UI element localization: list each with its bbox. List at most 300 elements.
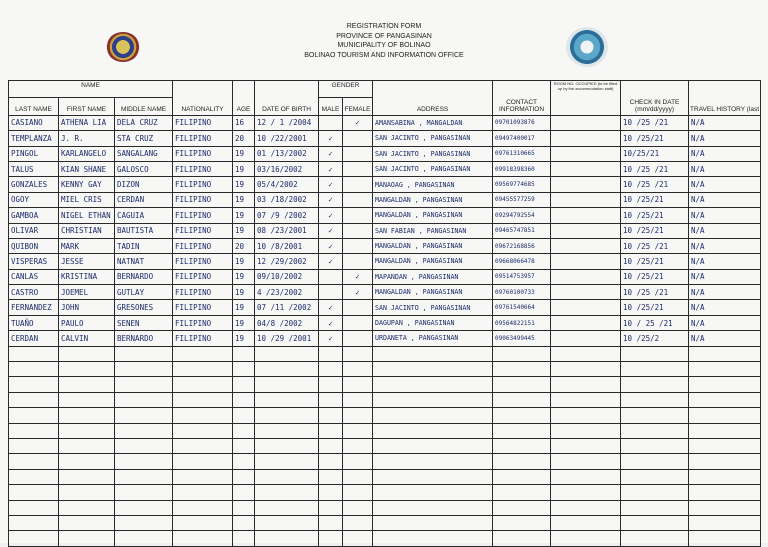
empty-cell [9, 531, 59, 546]
table-row [9, 238, 761, 253]
room-cell [551, 315, 621, 330]
travel-history-cell: N/A [689, 238, 761, 253]
dob-cell: 07 /9 /2002 [255, 208, 319, 223]
dob-cell: 01 /13/2002 [255, 146, 319, 161]
table-row [9, 223, 761, 238]
empty-cell [551, 500, 621, 515]
empty-cell [255, 438, 319, 453]
empty-cell [115, 454, 173, 469]
age-cell: 19 [233, 161, 255, 176]
room-cell [551, 300, 621, 315]
address-cell: DAGUPAN , PANGASINAN [373, 315, 493, 330]
empty-cell [373, 438, 493, 453]
contact-cell: 09918398360 [493, 161, 551, 176]
empty-cell [493, 485, 551, 500]
address-cell: SAN JACINTO , PANGASINAN [373, 161, 493, 176]
female-header: FEMALE [343, 98, 373, 115]
checkin-cell: 10 /25 /21 [621, 177, 689, 192]
middle-name-cell: GALOSCO [115, 161, 173, 176]
first-name-cell: JOHN [59, 300, 115, 315]
empty-cell [621, 515, 689, 530]
middle-name-header: MIDDLE NAME [115, 98, 173, 115]
room-header: ROOM NO. OCCUPIED (to be filled up by the accommodation staff) [551, 81, 621, 116]
empty-cell [373, 531, 493, 546]
age-cell: 16 [233, 115, 255, 130]
empty-cell [551, 362, 621, 377]
dob-cell: 09/10/2002 [255, 269, 319, 284]
form-title: REGISTRATION FORM [346, 23, 422, 30]
last-name-header: LAST NAME [9, 98, 59, 115]
room-cell [551, 223, 621, 238]
empty-cell [255, 346, 319, 361]
male-check-cell: ✓ [319, 223, 343, 238]
age-cell: 19 [233, 285, 255, 300]
first-name-cell: KARLANGELO [59, 146, 115, 161]
last-name-cell: TUAÑO [9, 315, 59, 330]
empty-cell [173, 408, 233, 423]
address-cell: SAN JACINTO , PANGASINAN [373, 146, 493, 161]
empty-cell [689, 362, 761, 377]
address-cell: SAN JACINTO , PANGASINAN [373, 300, 493, 315]
empty-cell [115, 392, 173, 407]
empty-cell [343, 500, 373, 515]
table-row [9, 208, 761, 223]
empty-cell [233, 362, 255, 377]
travel-history-cell: N/A [689, 115, 761, 130]
nationality-cell: FILIPINO [173, 115, 233, 130]
male-check-cell [319, 115, 343, 130]
empty-cell [621, 438, 689, 453]
empty-cell [255, 423, 319, 438]
last-name-cell: GONZALES [9, 177, 59, 192]
empty-cell [621, 454, 689, 469]
dob-cell: 12 /29/2002 [255, 254, 319, 269]
contact-cell: 09668066478 [493, 254, 551, 269]
middle-name-cell: TADIN [115, 238, 173, 253]
empty-cell [319, 438, 343, 453]
empty-cell [59, 408, 115, 423]
empty-cell [373, 377, 493, 392]
address-cell: URDANETA , PANGASINAN [373, 331, 493, 346]
room-cell [551, 331, 621, 346]
male-check-cell: ✓ [319, 146, 343, 161]
first-name-cell: NIGEL ETHAN [59, 208, 115, 223]
middle-name-cell: GRESONES [115, 300, 173, 315]
age-cell: 19 [233, 208, 255, 223]
first-name-cell: JOEMEL [59, 285, 115, 300]
empty-cell [493, 500, 551, 515]
empty-cell [343, 515, 373, 530]
contact-cell: 09497400017 [493, 131, 551, 146]
room-cell [551, 192, 621, 207]
empty-cell [115, 469, 173, 484]
blank-row [9, 408, 761, 423]
empty-cell [493, 377, 551, 392]
empty-cell [551, 438, 621, 453]
dob-cell: 08 /23/2001 [255, 223, 319, 238]
empty-cell [9, 469, 59, 484]
empty-cell [233, 485, 255, 500]
empty-cell [343, 423, 373, 438]
dob-cell: 03 /18/2002 [255, 192, 319, 207]
middle-name-cell: DIZON [115, 177, 173, 192]
male-check-cell: ✓ [319, 161, 343, 176]
male-check-cell: ✓ [319, 192, 343, 207]
checkin-cell: 10 /25 /21 [621, 115, 689, 130]
registration-rows [9, 115, 761, 546]
blank-row [9, 392, 761, 407]
female-check-cell [343, 177, 373, 192]
nationality-cell: FILIPINO [173, 192, 233, 207]
empty-cell [59, 377, 115, 392]
nationality-cell: FILIPINO [173, 254, 233, 269]
empty-cell [59, 454, 115, 469]
dob-header: DATE OF BIRTH [255, 81, 319, 116]
empty-cell [319, 377, 343, 392]
first-name-header: FIRST NAME [59, 98, 115, 115]
empty-cell [343, 377, 373, 392]
table-row [9, 269, 761, 284]
travel-history-cell: N/A [689, 192, 761, 207]
age-cell: 20 [233, 238, 255, 253]
blank-row [9, 454, 761, 469]
middle-name-cell: DELA CRUZ [115, 115, 173, 130]
male-check-cell: ✓ [319, 208, 343, 223]
empty-cell [255, 531, 319, 546]
empty-cell [173, 438, 233, 453]
checkin-cell: 10 /25/21 [621, 131, 689, 146]
travel-history-cell: N/A [689, 177, 761, 192]
age-cell: 19 [233, 331, 255, 346]
contact-cell: 09455577259 [493, 192, 551, 207]
first-name-cell: KRISTINA [59, 269, 115, 284]
first-name-cell: PAULO [59, 315, 115, 330]
dob-cell: 07 /11 /2002 [255, 300, 319, 315]
empty-cell [173, 377, 233, 392]
empty-cell [343, 438, 373, 453]
empty-cell [621, 362, 689, 377]
empty-cell [173, 531, 233, 546]
empty-cell [319, 362, 343, 377]
address-cell: MANGALDAN , PANGASINAN [373, 208, 493, 223]
first-name-cell: CALVIN [59, 331, 115, 346]
empty-cell [551, 485, 621, 500]
age-header: AGE [233, 81, 255, 116]
male-check-cell: ✓ [319, 300, 343, 315]
middle-name-cell: STA CRUZ [115, 131, 173, 146]
table-row [9, 192, 761, 207]
empty-cell [233, 469, 255, 484]
last-name-cell: PINGOL [9, 146, 59, 161]
male-check-cell: ✓ [319, 238, 343, 253]
empty-cell [343, 469, 373, 484]
age-cell: 19 [233, 300, 255, 315]
table-row [9, 131, 761, 146]
nationality-cell: FILIPINO [173, 177, 233, 192]
travel-history-cell: N/A [689, 300, 761, 315]
female-check-cell [343, 208, 373, 223]
empty-cell [373, 515, 493, 530]
empty-cell [319, 346, 343, 361]
nationality-cell: FILIPINO [173, 300, 233, 315]
table-row [9, 115, 761, 130]
empty-cell [59, 438, 115, 453]
empty-cell [255, 377, 319, 392]
empty-cell [59, 485, 115, 500]
empty-cell [255, 408, 319, 423]
dob-cell: 12 / 1 /2004 [255, 115, 319, 130]
middle-name-cell: CAGUIA [115, 208, 173, 223]
age-cell: 19 [233, 177, 255, 192]
checkin-cell: 10 /25 /21 [621, 285, 689, 300]
empty-cell [173, 500, 233, 515]
last-name-cell: TALUS [9, 161, 59, 176]
room-cell [551, 254, 621, 269]
empty-cell [9, 454, 59, 469]
age-cell: 19 [233, 223, 255, 238]
blank-row [9, 377, 761, 392]
first-name-cell: MIEL CRIS [59, 192, 115, 207]
age-cell: 19 [233, 269, 255, 284]
male-check-cell: ✓ [319, 177, 343, 192]
contact-header: CONTACT INFORMATION [493, 81, 551, 116]
last-name-cell: FERNANDEZ [9, 300, 59, 315]
nationality-cell: FILIPINO [173, 131, 233, 146]
nationality-cell: FILIPINO [173, 285, 233, 300]
dob-cell: 10 /29 /2001 [255, 331, 319, 346]
empty-cell [115, 438, 173, 453]
contact-cell: 09063499445 [493, 331, 551, 346]
empty-cell [9, 408, 59, 423]
blank-row [9, 500, 761, 515]
nationality-cell: FILIPINO [173, 238, 233, 253]
empty-cell [115, 423, 173, 438]
empty-cell [59, 469, 115, 484]
empty-cell [233, 392, 255, 407]
nationality-cell: FILIPINO [173, 208, 233, 223]
dob-cell: 4 /23/2002 [255, 285, 319, 300]
empty-cell [373, 392, 493, 407]
empty-cell [255, 485, 319, 500]
travel-history-cell: N/A [689, 331, 761, 346]
empty-cell [689, 392, 761, 407]
empty-cell [9, 392, 59, 407]
travel-history-header: TRAVEL HISTORY (last [689, 81, 761, 116]
empty-cell [493, 531, 551, 546]
empty-cell [689, 423, 761, 438]
empty-cell [319, 469, 343, 484]
empty-cell [233, 454, 255, 469]
empty-cell [621, 346, 689, 361]
first-name-cell: CHRISTIAN [59, 223, 115, 238]
empty-cell [689, 500, 761, 515]
checkin-cell: 10 /25 /21 [621, 161, 689, 176]
table-row [9, 161, 761, 176]
empty-cell [115, 346, 173, 361]
empty-cell [59, 392, 115, 407]
empty-cell [343, 392, 373, 407]
empty-cell [255, 469, 319, 484]
female-check-cell: ✓ [343, 115, 373, 130]
dob-cell: 03/16/2002 [255, 161, 319, 176]
empty-cell [59, 531, 115, 546]
empty-cell [551, 531, 621, 546]
empty-cell [621, 531, 689, 546]
empty-cell [621, 423, 689, 438]
empty-cell [59, 423, 115, 438]
empty-cell [115, 377, 173, 392]
empty-cell [319, 423, 343, 438]
room-cell [551, 238, 621, 253]
empty-cell [233, 515, 255, 530]
age-cell: 19 [233, 254, 255, 269]
empty-cell [551, 454, 621, 469]
empty-cell [689, 515, 761, 530]
empty-cell [319, 485, 343, 500]
empty-cell [373, 469, 493, 484]
empty-cell [621, 377, 689, 392]
male-header: MALE [319, 98, 343, 115]
female-check-cell [343, 254, 373, 269]
registration-table [8, 80, 761, 547]
travel-history-cell: N/A [689, 131, 761, 146]
empty-cell [233, 346, 255, 361]
empty-cell [373, 485, 493, 500]
table-row [9, 331, 761, 346]
province-line: PROVINCE OF PANGASINAN [336, 32, 432, 40]
contact-cell: 09569774685 [493, 177, 551, 192]
contact-cell: 09294792554 [493, 208, 551, 223]
empty-cell [551, 377, 621, 392]
female-check-cell: ✓ [343, 285, 373, 300]
empty-cell [255, 500, 319, 515]
empty-cell [59, 500, 115, 515]
empty-cell [689, 346, 761, 361]
empty-cell [173, 515, 233, 530]
empty-cell [233, 531, 255, 546]
empty-cell [621, 485, 689, 500]
room-cell [551, 115, 621, 130]
address-cell: SAN FABIAN , PANGASINAN [373, 223, 493, 238]
blank-row [9, 423, 761, 438]
empty-cell [233, 423, 255, 438]
female-check-cell [343, 331, 373, 346]
empty-cell [115, 408, 173, 423]
age-cell: 19 [233, 146, 255, 161]
contact-cell: 09761310665 [493, 146, 551, 161]
last-name-cell: VISPERAS [9, 254, 59, 269]
empty-cell [173, 423, 233, 438]
empty-cell [9, 423, 59, 438]
contact-cell: 09701093876 [493, 115, 551, 130]
room-cell [551, 177, 621, 192]
contact-cell: 09465747851 [493, 223, 551, 238]
room-cell [551, 285, 621, 300]
table-row [9, 177, 761, 192]
empty-cell [621, 469, 689, 484]
empty-cell [621, 408, 689, 423]
table-row [9, 315, 761, 330]
empty-cell [9, 515, 59, 530]
checkin-cell: 10 / 25 /21 [621, 315, 689, 330]
room-cell [551, 208, 621, 223]
dob-cell: 10 /22/2001 [255, 131, 319, 146]
travel-history-cell: N/A [689, 161, 761, 176]
empty-cell [551, 408, 621, 423]
middle-name-cell: NATNAT [115, 254, 173, 269]
empty-cell [173, 346, 233, 361]
middle-name-cell: CERDAN [115, 192, 173, 207]
empty-cell [493, 408, 551, 423]
empty-cell [319, 531, 343, 546]
empty-cell [115, 362, 173, 377]
first-name-cell: KENNY GAY [59, 177, 115, 192]
nationality-cell: FILIPINO [173, 315, 233, 330]
address-cell: MANGALDAN , PANGASINAN [373, 285, 493, 300]
middle-name-cell: BERNARDO [115, 331, 173, 346]
dob-cell: 04/8 /2002 [255, 315, 319, 330]
first-name-cell: MARK [59, 238, 115, 253]
name-group-header: NAME [9, 81, 173, 98]
room-cell [551, 161, 621, 176]
checkin-cell: 10 /25/21 [621, 269, 689, 284]
empty-cell [233, 438, 255, 453]
empty-cell [493, 454, 551, 469]
table-row [9, 285, 761, 300]
male-check-cell: ✓ [319, 315, 343, 330]
empty-cell [689, 438, 761, 453]
female-check-cell [343, 223, 373, 238]
empty-cell [689, 485, 761, 500]
age-cell: 19 [233, 192, 255, 207]
empty-cell [493, 469, 551, 484]
room-cell [551, 269, 621, 284]
contact-cell: 09514753957 [493, 269, 551, 284]
empty-cell [373, 408, 493, 423]
blank-row [9, 531, 761, 546]
empty-cell [493, 438, 551, 453]
female-check-cell [343, 238, 373, 253]
blank-row [9, 438, 761, 453]
female-check-cell [343, 161, 373, 176]
female-check-cell [343, 300, 373, 315]
empty-cell [319, 515, 343, 530]
blank-row [9, 515, 761, 530]
female-check-cell [343, 315, 373, 330]
contact-cell: 09564822151 [493, 315, 551, 330]
travel-history-cell: N/A [689, 208, 761, 223]
empty-cell [373, 500, 493, 515]
empty-cell [373, 362, 493, 377]
travel-history-cell: N/A [689, 146, 761, 161]
empty-cell [173, 392, 233, 407]
blank-row [9, 485, 761, 500]
form-header [0, 22, 768, 60]
address-cell: MANGALDAN , PANGASINAN [373, 192, 493, 207]
contact-cell: 09672168856 [493, 238, 551, 253]
travel-history-cell: N/A [689, 223, 761, 238]
empty-cell [493, 515, 551, 530]
address-header: ADDRESS [373, 81, 493, 116]
checkin-cell: 10 /25/2 [621, 331, 689, 346]
address-cell: MANGALDAN , PANGASINAN [373, 238, 493, 253]
travel-history-cell: N/A [689, 285, 761, 300]
nationality-cell: FILIPINO [173, 161, 233, 176]
empty-cell [551, 392, 621, 407]
empty-cell [59, 346, 115, 361]
empty-cell [689, 469, 761, 484]
empty-cell [493, 392, 551, 407]
